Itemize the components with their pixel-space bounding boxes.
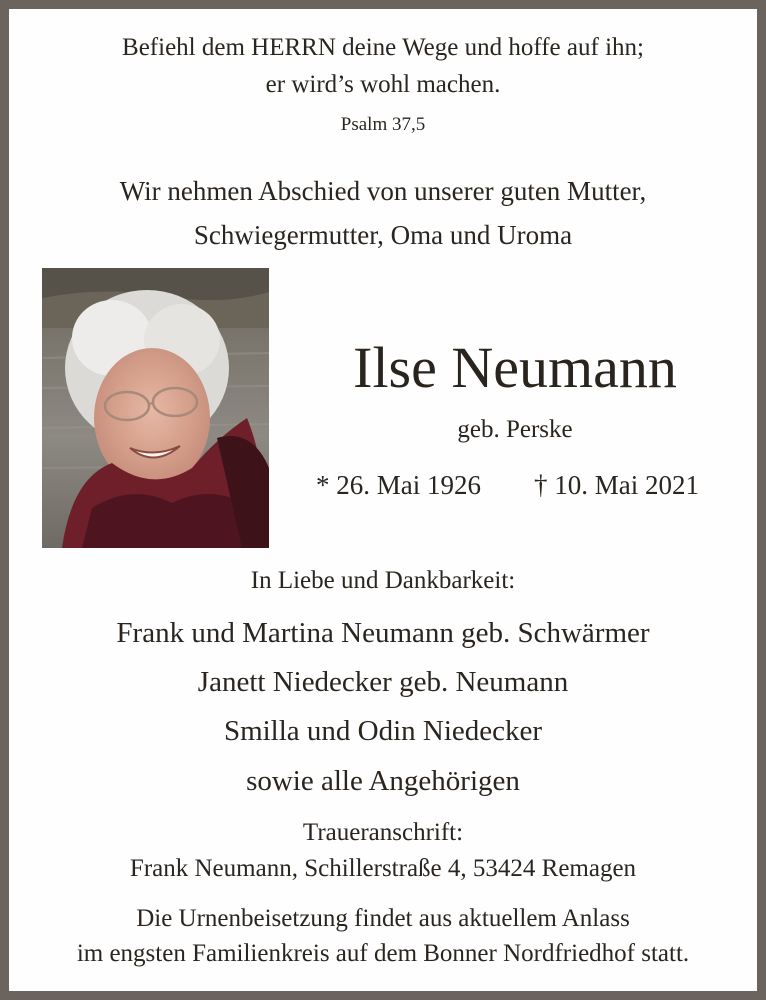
verse-reference: Psalm 37,5 [340,114,426,135]
mourners-heading: In Liebe und Dankbarkeit: [250,567,516,594]
burial-line-2: im engsten Familienkreis auf dem Bonner Nordfriedhof statt. [76,940,690,967]
deceased-name: Ilse Neumann [353,335,677,400]
mourner-line: sowie alle Angehörigen [246,765,520,797]
address-line: Frank Neumann, Schillerstraße 4, 53424 Remagen [129,855,637,882]
maiden-name: geb. Perske [457,416,573,443]
mourner-line: Frank und Martina Neumann geb. Schwärmer [116,617,650,649]
birth-date: * 26. Mai 1926 [316,470,481,500]
intro-line-1: Wir nehmen Abschied von unserer guten Mutter, [119,176,647,206]
portrait-photo [42,268,269,548]
mourner-line: Janett Niedecker geb. Neumann [197,666,569,698]
address-label: Traueranschrift: [302,819,464,846]
verse-line-2: er wird’s wohl machen. [265,71,501,98]
burial-line-1: Die Urnenbeisetzung findet aus aktuellem Anlass [136,905,630,932]
verse-line-1: Befiehl dem HERRN deine Wege und hoffe auf ihn; [122,34,644,61]
mourner-line: Smilla und Odin Niedecker [223,715,543,747]
intro-line-2: Schwiegermutter, Oma und Uroma [193,220,573,250]
death-date: † 10. Mai 2021 [534,470,699,500]
